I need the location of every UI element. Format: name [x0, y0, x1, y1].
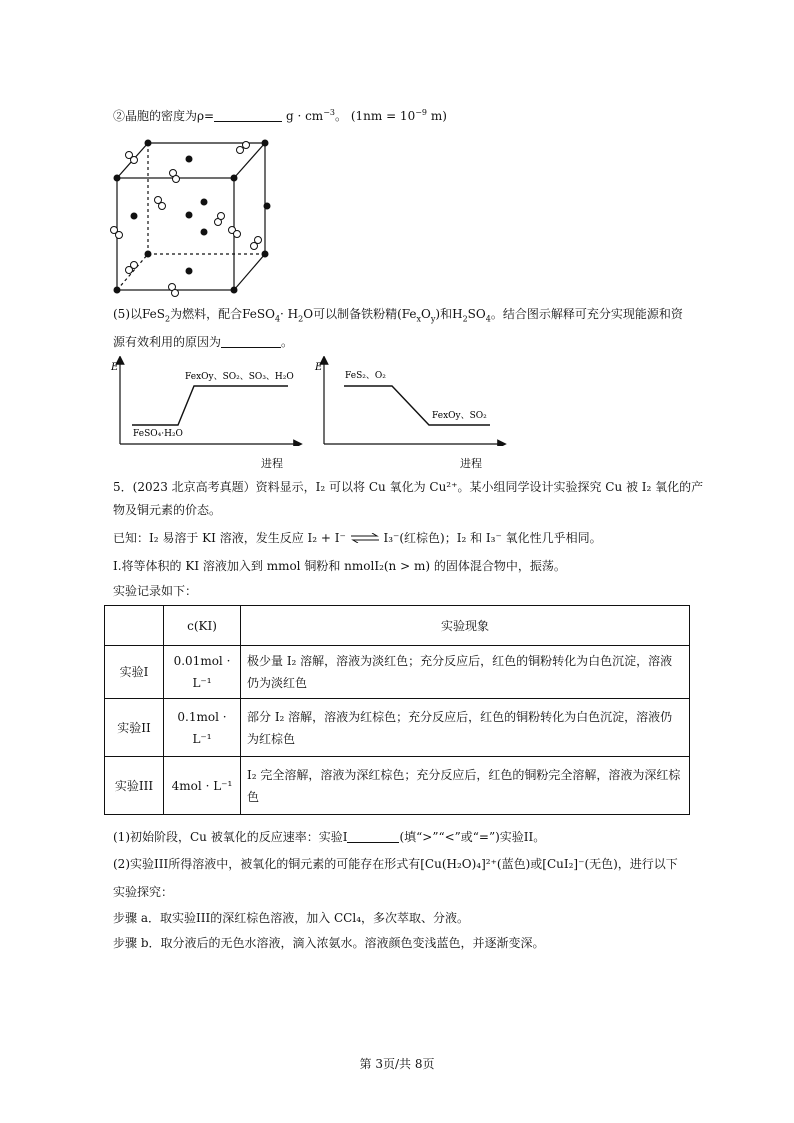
- right-low-label: FexOy、SO₂: [432, 411, 487, 421]
- q5-feso4: FeSO: [242, 307, 275, 321]
- header-ki: c(KI): [164, 606, 241, 646]
- q1-b: (填“>”“<”或“=”)实验II。: [399, 830, 546, 844]
- row-conc: 0.01mol · L⁻¹: [164, 646, 241, 699]
- table-row: [105, 699, 690, 757]
- q5-t1: (5)以: [113, 307, 142, 321]
- q5-fes2: FeS: [142, 307, 165, 321]
- q1-line: [113, 829, 545, 845]
- right-y-label: E: [315, 362, 323, 373]
- q5-line2: [113, 334, 293, 350]
- row-conc: 0.1mol · L⁻¹: [164, 699, 241, 757]
- density-question: [113, 108, 447, 124]
- crystal-cell-diagram: [100, 130, 280, 300]
- q2b-step-b: 步骤 b．取分液后的无色水溶液，滴入浓氨水。溶液颜色变浅蓝色，并逐渐变深。: [113, 936, 545, 950]
- density-sep: 。: [334, 109, 347, 123]
- row-name: 实验III: [105, 757, 164, 815]
- q2b-step-a: 步骤 a．取实验III的深红棕色溶液，加入 CCl₄，多次萃取、分液。: [113, 911, 470, 925]
- q5b-line2: 物及铜元素的价态。: [113, 503, 222, 517]
- right-x-label: 进程: [460, 457, 482, 470]
- left-x-label: 进程: [261, 457, 283, 470]
- q5b-record: 实验记录如下：: [113, 584, 198, 598]
- table-row: [105, 757, 690, 815]
- q5-t2: 为燃料，配合: [170, 307, 243, 321]
- left-high-label: FexOy、SO₂、SO₃、H₂O: [185, 372, 294, 382]
- q5-t3: · H: [280, 307, 299, 321]
- left-y-label: E: [111, 362, 119, 373]
- q5b-step1: I.将等体积的 KI 溶液加入到 mmol 铜粉和 nmolI₂(n > m) 的固体混合物中，振荡。: [113, 559, 566, 573]
- q5-t6: 。结合图示解释可充分实现能源和资: [490, 307, 683, 321]
- q1-a: (1)初始阶段，Cu 被氧化的反应速率：实验I: [113, 830, 348, 844]
- density-blank: [214, 109, 282, 122]
- known-a: 已知：I₂ 易溶于 KI 溶液，发生反应 I₂ + I⁻: [113, 531, 346, 545]
- row-name: 实验II: [105, 699, 164, 757]
- nm-note-end: m): [427, 109, 447, 123]
- q5-t7: 源有效利用的原因为: [113, 335, 222, 349]
- page-footer: 第 3页/共 8页: [359, 1057, 435, 1071]
- known-b: I₃⁻(红棕色)；I₂ 和 I₃⁻ 氧化性几乎相同。: [383, 531, 602, 545]
- equilibrium-arrow: [350, 531, 380, 547]
- q5-blank: [221, 335, 281, 348]
- q5-so: SO: [467, 307, 486, 321]
- q5-t4: O可以制备铁粉精: [303, 307, 398, 321]
- q5b-known: [113, 530, 602, 547]
- row-name: 实验I: [105, 646, 164, 699]
- left-energy-curve: [132, 386, 288, 425]
- row-desc: 部分 I₂ 溶解，溶液为红棕色；充分反应后，红色的铜粉转化为白色沉淀，溶液仍为红棕色: [241, 699, 690, 757]
- table-header-row: [105, 606, 690, 646]
- q1-blank: [347, 830, 399, 843]
- header-empty: [105, 606, 164, 646]
- header-phenomenon: 实验现象: [241, 606, 690, 646]
- q5-fexoy: (Fe: [397, 307, 417, 321]
- row-desc: I₂ 完全溶解，溶液为深红棕色；充分反应后，红色的铜粉完全溶解，溶液为深红棕色: [241, 757, 690, 815]
- right-high-label: FeS₂、O₂: [345, 371, 386, 381]
- density-unit-exp: −3: [323, 108, 335, 117]
- row-desc: 极少量 I₂ 溶解，溶液为淡红色；充分反应后，红色的铜粉转化为白色沉淀，溶液仍为淡红色: [241, 646, 690, 699]
- experiment-table: [104, 605, 690, 815]
- q5-t8: 。: [281, 335, 294, 349]
- nm-note-exp: −9: [415, 108, 428, 117]
- density-lead: ②晶胞的密度为ρ=: [113, 109, 215, 123]
- q2b-line2: 实验探究：: [113, 885, 174, 899]
- energy-diagram-left: [108, 356, 308, 446]
- left-low-label: FeSO₄·H₂O: [133, 429, 183, 439]
- nm-note: (1nm = 10: [350, 109, 416, 123]
- row-conc: 4mol · L⁻¹: [164, 757, 241, 815]
- q5-h: H: [452, 307, 463, 321]
- table-row: [105, 646, 690, 699]
- q2b-line1: (2)实验III所得溶液中，被氧化的铜元素的可能存在形式有[Cu(H₂O)₄]²⁺(蓝色)或[CuI₂]⁻(无色)，进行以下: [113, 857, 678, 871]
- energy-diagram-right: [312, 356, 512, 446]
- q5-t5: )和: [435, 307, 453, 321]
- q5-line1: (5)以FeS$_2$为燃料，配合FeSO$_4$· $H_2O$可以制备铁粉精$(Fe_xO_y)$和$H_2SO_4$。结合图示解释可充分实现能源和资: [113, 307, 683, 324]
- density-unit: g · cm: [285, 109, 324, 123]
- q5b-line1: 5．(2023 北京高考真题）资料显示，I₂ 可以将 Cu 氧化为 Cu²⁺。某小组同学设计实验探究 Cu 被 I₂ 氧化的产: [113, 480, 704, 494]
